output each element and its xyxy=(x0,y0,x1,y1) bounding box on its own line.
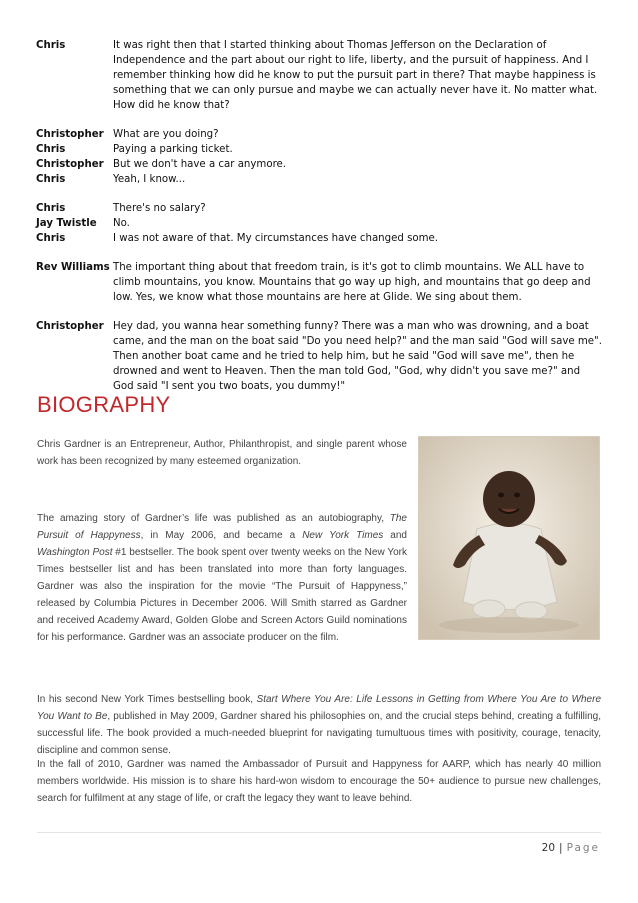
speaker-name: Christopher xyxy=(36,321,104,332)
script-dialogue xyxy=(36,38,602,408)
dialogue-line xyxy=(36,201,602,216)
dialogue-text: Paying a parking ticket. xyxy=(113,144,233,155)
speaker-name: Chris xyxy=(36,174,66,185)
bio-paragraph-second-book: In his second New York Times bestselling book, Start Where You Are: Life Lessons in Getting from Where You Are to Where You Want to Be, published in May 2009, Gardner shared his philosophies on, and the crucial steps behind, creating a fulfilling, successful life. The book provided a much-needed blueprint for navigating tumultuous times with positivity, courage, tenacity, discipline and common sense. xyxy=(37,694,602,756)
dialogue-block xyxy=(36,319,602,394)
dialogue-line xyxy=(36,260,602,305)
dialogue-line xyxy=(36,231,602,246)
bio-paragraph-aarp: In the fall of 2010, Gardner was named the Ambassador of Pursuit and Happyness for AARP, which has nearly 40 million members worldwide. His mission is to share his hard-won wisdom to encourage the 50+ audience to pursue new challenges, search for fulfilment at any stage of life, or craft the legacy they want to leave behind. xyxy=(37,759,601,804)
baby-photo-illustration xyxy=(419,437,599,639)
baby-photo xyxy=(418,436,600,640)
biography-heading: BIOGRAPHY xyxy=(37,392,171,417)
newspaper-name: New York Times xyxy=(302,530,384,541)
dialogue-block xyxy=(36,38,602,113)
bio-paragraph-intro: Chris Gardner is an Entrepreneur, Author, Philanthropist, and single parent whose work has been recognized by many esteemed organization. xyxy=(37,439,407,467)
footer-divider xyxy=(37,832,601,833)
speaker-name: Chris xyxy=(36,203,66,214)
dialogue-text: Yeah, I know... xyxy=(113,174,186,185)
page-label: Page xyxy=(566,842,600,854)
speaker-name: Chris xyxy=(36,233,66,244)
dialogue-line xyxy=(36,157,602,172)
page-number: 20 xyxy=(541,842,556,854)
speaker-name: Chris xyxy=(36,40,66,51)
bio-paragraph-autobiography: The amazing story of Gardner’s life was published as an autobiography, The Pursuit of Happyness, in May 2006, and became a New York Times and Washington Post #1 bestseller. The book spent over twenty weeks on the New York Times bestseller list and has been translated into more than forty languages. Gardner was also the inspiration for the movie “The Pursuit of Happyness,” released by Columbia Pictures in December 2006. Will Smith starred as Gardner and received Academy Award, Golden Globe and Screen Actors Guild nominations for his performance. Gardner was an associate producer on the film. xyxy=(37,513,407,643)
dialogue-text: I was not aware of that. My circumstances have changed some. xyxy=(113,233,439,244)
speaker-name: Rev Williams xyxy=(36,262,110,273)
dialogue-line xyxy=(36,172,602,187)
dialogue-line xyxy=(36,38,602,113)
dialogue-text: But we don't have a car anymore. xyxy=(113,159,287,170)
footer-separator: | xyxy=(559,842,563,854)
dialogue-text: The important thing about that freedom train, is it's got to climb mountains. We ALL have to climb mountains, you know. Mountains that go way up high, and mountains that go deep and low. Yes, we know what those mountains are here at Glide. We sing about them. xyxy=(113,262,591,303)
dialogue-block xyxy=(36,201,602,246)
dialogue-text: No. xyxy=(113,218,130,229)
dialogue-text: What are you doing? xyxy=(113,129,219,140)
dialogue-text: Hey dad, you wanna hear something funny? There was a man who was drowning, and a boat came, and the man on the boat said "Do you need help?" and the man said "God will save me". Then another boat came and he tried to help him, but he said "God will save me", then he drowned and went to Heaven. Then the man told God, "God, why didn't you save me?" and God said "I sent you two boats, you dummy!" xyxy=(113,321,602,392)
dialogue-line xyxy=(36,319,602,394)
speaker-name: Jay Twistle xyxy=(36,218,97,229)
book-title: Start Where You Are: Life Lessons in Getting from Where You Are to Where You Want to Be xyxy=(37,694,602,722)
dialogue-line xyxy=(36,127,602,142)
page-footer xyxy=(542,842,600,854)
book-title: The Pursuit of Happyness xyxy=(37,513,407,541)
dialogue-line xyxy=(36,142,602,157)
dialogue-text: It was right then that I started thinking about Thomas Jefferson on the Declaration of Independence and the part about our right to life, liberty, and the pursuit of happiness. And I remember thinking how did he know to put the pursuit part in there? That maybe happiness is something that we can only pursue and maybe we can actually never have it. No matter what. How did he know that? xyxy=(113,40,598,111)
dialogue-text: There's no salary? xyxy=(113,203,206,214)
newspaper-name: Washington Post xyxy=(37,547,113,558)
dialogue-block xyxy=(36,260,602,305)
speaker-name: Chris xyxy=(36,144,66,155)
speaker-name: Christopher xyxy=(36,159,104,170)
dialogue-block xyxy=(36,127,602,187)
speaker-name: Christopher xyxy=(36,129,104,140)
dialogue-line xyxy=(36,216,602,231)
